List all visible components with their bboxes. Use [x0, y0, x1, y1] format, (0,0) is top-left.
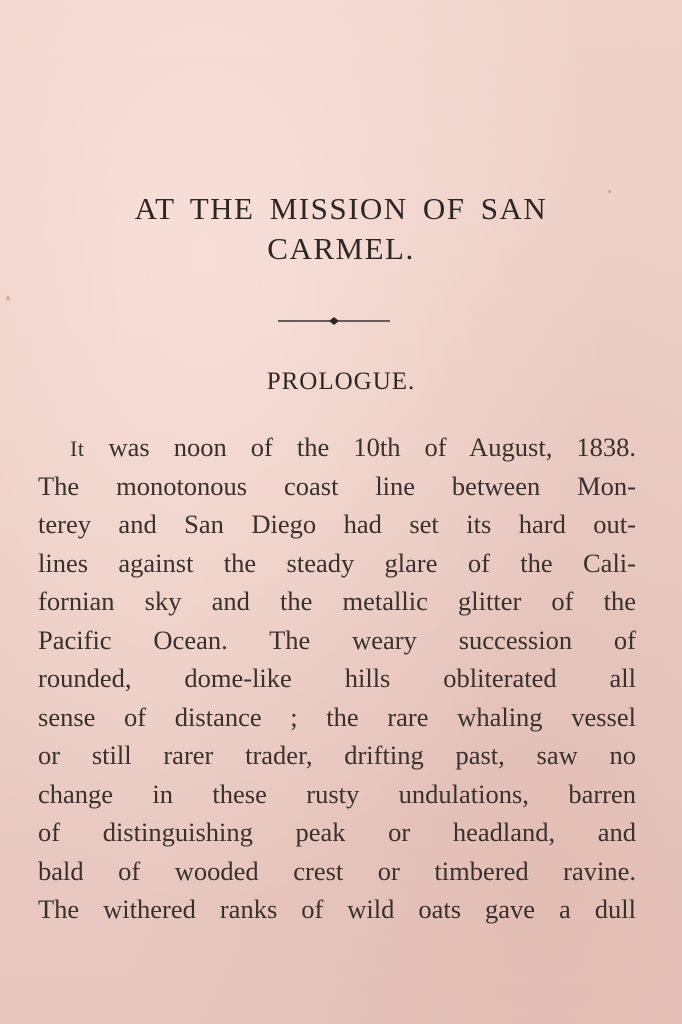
divider-ornament — [278, 314, 390, 328]
text-line: sense of distance ; the rare whaling vessel — [38, 701, 636, 732]
text-line: The monotonous coast line between Mon- — [38, 470, 636, 501]
text-line: bald of wooded crest or timbered ravine. — [38, 855, 636, 886]
text-line-rest: was noon of the 10th of August, 1838. — [84, 432, 636, 462]
chapter-title-line-2: CARMEL. — [267, 231, 415, 266]
section-heading: PROLOGUE. — [266, 368, 416, 395]
text-line: The withered ranks of wild oats gave a dull — [38, 894, 636, 924]
text-line: terey and San Diego had set its hard out- — [38, 509, 636, 539]
initial-small-caps: It — [70, 436, 85, 461]
text-line: lines against the steady glare of the Cali- — [38, 547, 636, 578]
text-line: of distinguishing peak or headland, and — [38, 817, 636, 847]
text-line: rounded, dome-like hills obliterated all — [38, 663, 636, 693]
text-line: Pacific Ocean. The weary succession of — [38, 624, 636, 655]
paper-speck — [6, 296, 10, 301]
text-line: change in these rusty undulations, barren — [38, 778, 636, 809]
text-line: or still rarer trader, drifting past, saw no — [38, 740, 636, 770]
text-line: fornian sky and the metallic glitter of the — [38, 586, 636, 616]
text-line — [38, 428, 636, 467]
body-text — [38, 428, 636, 929]
chapter-title-line-1: AT THE MISSION OF SAN — [134, 191, 548, 226]
